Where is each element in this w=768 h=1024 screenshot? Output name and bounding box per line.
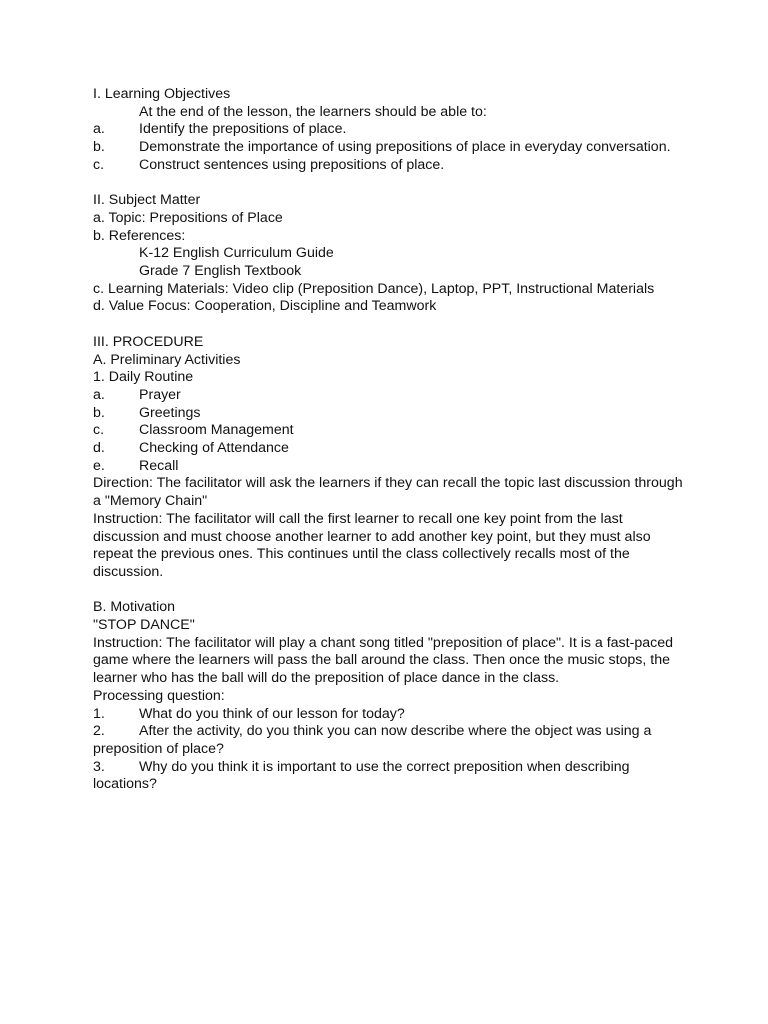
section-heading-subject-matter: II. Subject Matter <box>93 192 201 209</box>
reference-item: K-12 English Curriculum Guide <box>139 245 334 262</box>
routine-item <box>93 440 683 458</box>
objective-item <box>93 157 683 175</box>
list-marker: c. <box>93 156 105 173</box>
objectives-intro: At the end of the lesson, the learners should be able to: <box>139 103 487 120</box>
list-marker: a. <box>93 121 105 138</box>
references-label: b. References: <box>93 227 186 244</box>
list-marker: d. <box>93 440 105 457</box>
daily-routine-heading: 1. Daily Routine <box>93 369 194 386</box>
question-item <box>93 723 683 758</box>
question-text: What do you think of our lesson for today? <box>139 705 405 722</box>
question-item <box>93 706 683 724</box>
list-marker: a. <box>93 386 105 403</box>
instruction-paragraph: Instruction: The facilitator will call the first learner to recall one key point from the last discussion and must choose another learner to add another key point, but they must also repeat the previous ones. This continues until the class collectively recalls most of the discussion. <box>93 510 651 580</box>
routine-item <box>93 387 683 405</box>
list-marker: e. <box>93 457 105 474</box>
section-heading-procedure: III. PROCEDURE <box>93 333 204 350</box>
motivation-instruction-paragraph: Instruction: The facilitator will play a chant song titled "preposition of place". It is a fast-paced game where the learners will pass the ball around the class. Then once the music stops, the learner who has the ball will do the preposition of place dance in the class. <box>93 634 673 687</box>
objective-item <box>93 139 683 157</box>
routine-text: Checking of Attendance <box>139 440 289 457</box>
list-marker: 1. <box>93 705 105 722</box>
list-marker: b. <box>93 139 105 156</box>
routine-item <box>93 422 683 440</box>
lesson-plan-document <box>93 86 683 794</box>
list-marker: 3. <box>93 758 105 775</box>
objective-text: Demonstrate the importance of using prepositions of place in everyday conversation. <box>139 139 671 156</box>
processing-question-label: Processing question: <box>93 687 225 704</box>
list-marker: c. <box>93 422 105 439</box>
routine-item <box>93 405 683 423</box>
preliminary-activities-heading: A. Preliminary Activities <box>93 351 241 368</box>
spacer <box>93 175 683 193</box>
direction-paragraph: Direction: The facilitator will ask the learners if they can recall the topic last discussion through a "Memory Chain" <box>93 475 683 510</box>
list-marker: 2. <box>93 723 105 740</box>
section-heading-objectives: I. Learning Objectives <box>93 86 231 102</box>
question-text: After the activity, do you think you can now describe where the object was using a preposition of place? <box>93 723 652 757</box>
routine-text: Greetings <box>139 404 201 421</box>
value-focus-line: d. Value Focus: Cooperation, Discipline and Teamwork <box>93 298 437 315</box>
materials-line: c. Learning Materials: Video clip (Preposition Dance), Laptop, PPT, Instructional Materials <box>93 280 655 297</box>
objective-text: Construct sentences using prepositions of place. <box>139 156 445 173</box>
motivation-heading: B. Motivation <box>93 599 176 616</box>
question-item <box>93 759 683 794</box>
routine-text: Classroom Management <box>139 422 294 439</box>
list-marker: b. <box>93 404 105 421</box>
routine-item <box>93 458 683 476</box>
routine-text: Recall <box>139 457 179 474</box>
reference-item: Grade 7 English Textbook <box>139 263 302 280</box>
activity-title: "STOP DANCE" <box>93 617 195 634</box>
objective-item <box>93 121 683 139</box>
question-text: Why do you think it is important to use the correct preposition when describing locations? <box>93 758 630 793</box>
topic-line: a. Topic: Prepositions of Place <box>93 209 283 226</box>
spacer <box>93 316 683 334</box>
spacer <box>93 582 683 600</box>
objective-text: Identify the prepositions of place. <box>139 121 347 138</box>
routine-text: Prayer <box>139 386 181 403</box>
